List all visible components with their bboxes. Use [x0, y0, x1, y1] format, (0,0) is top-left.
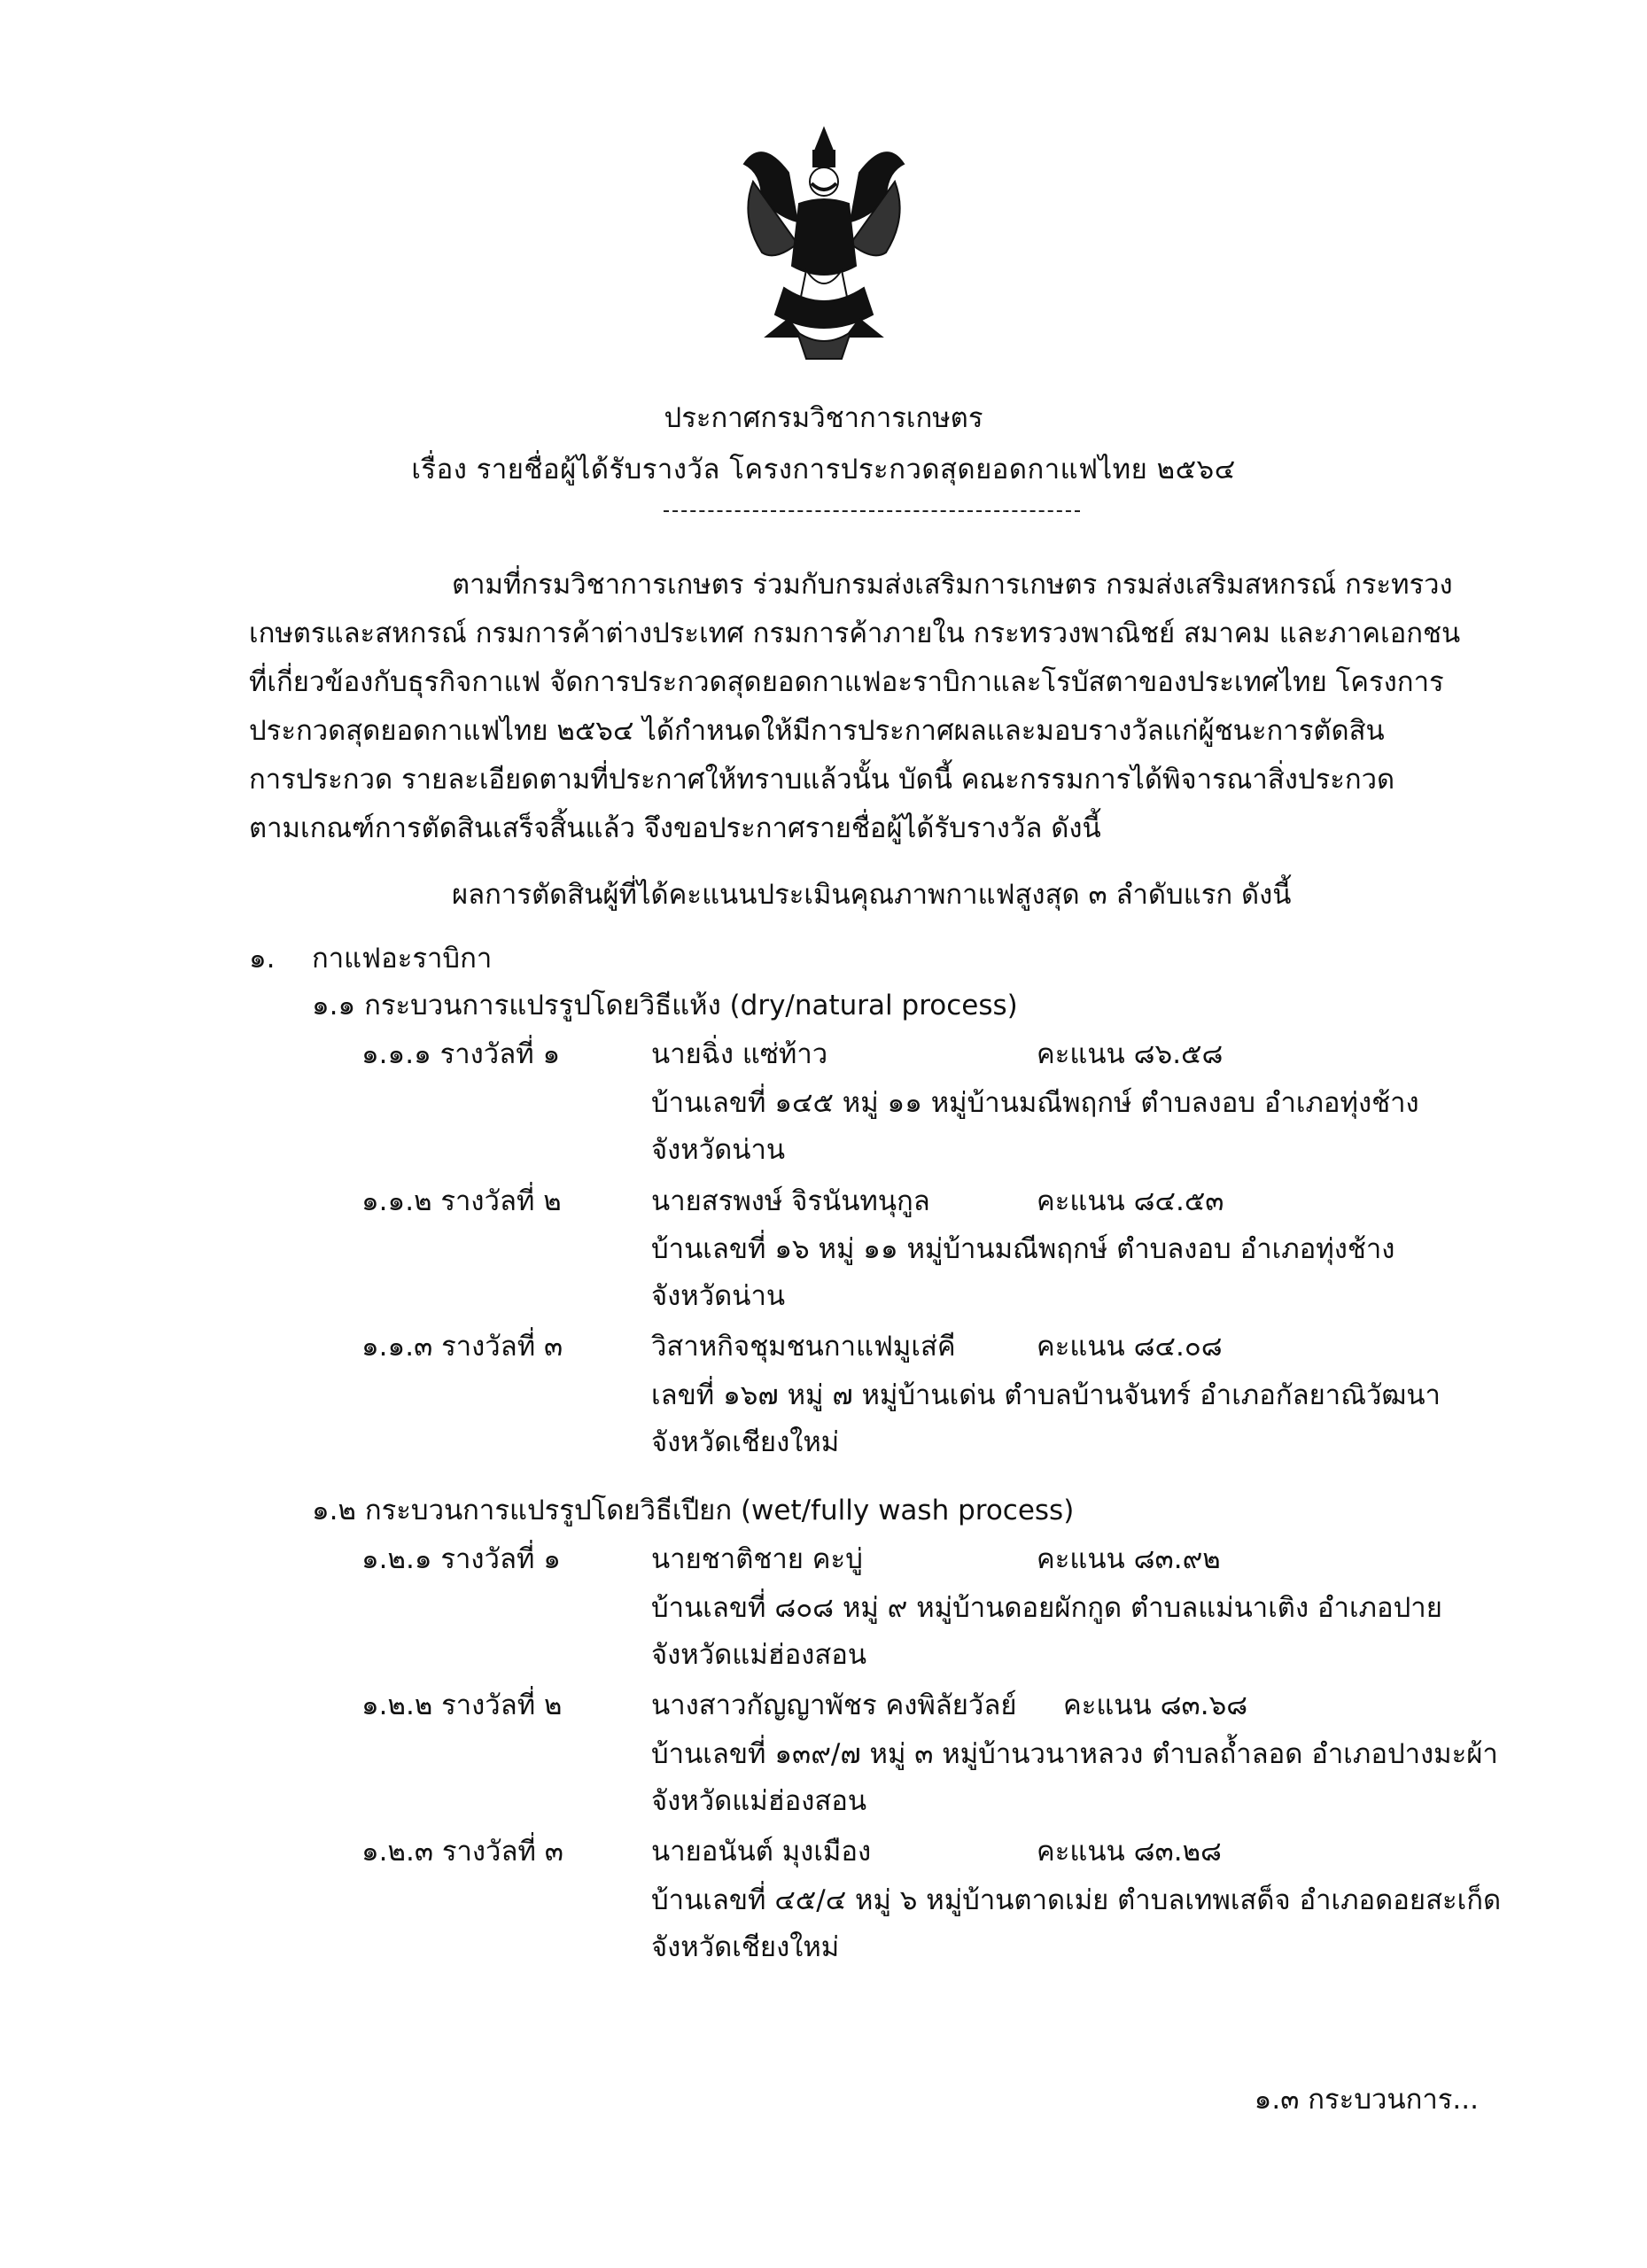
- award-rank: ๑.๒.๒ รางวัลที่ ๒: [361, 1689, 563, 1721]
- section-number: ๑.: [249, 943, 276, 975]
- intro-line-6: ตามเกณฑ์การตัดสินเสร็จสิ้นแล้ว จึงขอประกาศรายชื่อผู้ได้รับรางวัล ดังนี้: [249, 812, 1101, 844]
- award-rank: ๑.๒.๑ รางวัลที่ ๑: [361, 1543, 561, 1575]
- award-rank: ๑.๒.๓ รางวัลที่ ๓: [361, 1836, 563, 1868]
- award-province: จังหวัดแม่ฮ่องสอน: [651, 1639, 867, 1671]
- section-title: กาแฟอะราบิกา: [312, 943, 493, 975]
- award-name: นางสาวกัญญาพัชร คงพิลัยวัลย์: [651, 1689, 1017, 1721]
- award-score: คะแนน ๘๔.๐๘: [1037, 1331, 1223, 1363]
- award-score: คะแนน ๘๓.๒๘: [1037, 1836, 1222, 1868]
- separator-line: [664, 510, 1080, 512]
- announcement-subject: เรื่อง รายชื่อผู้ได้รับรางวัล โครงการประกวดสุดยอดกาแฟไทย ๒๕๖๔: [411, 454, 1236, 485]
- intro-line-1: ตามที่กรมวิชาการเกษตร ร่วมกับกรมส่งเสริมการเกษตร กรมส่งเสริมสหกรณ์ กระทรวง: [452, 569, 1453, 601]
- garuda-emblem-icon: [735, 120, 913, 368]
- intro-line-5: การประกวด รายละเอียดตามที่ประกาศให้ทราบแล้วนั้น บัดนี้ คณะกรรมการได้พิจารณาสิ่งประกวด: [249, 764, 1395, 796]
- award-name: นายอนันต์ มุงเมือง: [651, 1836, 872, 1868]
- award-address: เลขที่ ๑๖๗ หมู่ ๗ หมู่บ้านเด่น ตำบลบ้านจันทร์ อำเภอกัลยาณิวัฒนา: [651, 1379, 1441, 1411]
- award-address: บ้านเลขที่ ๔๕/๔ หมู่ ๖ หมู่บ้านตาดเม่ย ตำบลเทพเสด็จ อำเภอดอยสะเก็ด: [651, 1884, 1502, 1916]
- award-province: จังหวัดแม่ฮ่องสอน: [651, 1785, 867, 1817]
- subsection-wet: ๑.๒ กระบวนการแปรรูปโดยวิธีเปียก (wet/fully wash process): [312, 1495, 1075, 1526]
- award-province: จังหวัดน่าน: [651, 1134, 786, 1166]
- award-address: บ้านเลขที่ ๘๐๘ หมู่ ๙ หมู่บ้านดอยผักกูด ตำบลแม่นาเติง อำเภอปาย: [651, 1592, 1442, 1624]
- award-score: คะแนน ๘๖.๕๘: [1037, 1038, 1224, 1070]
- award-rank: ๑.๑.๒ รางวัลที่ ๒: [361, 1185, 562, 1217]
- award-score: คะแนน ๘๔.๕๓: [1037, 1185, 1224, 1217]
- announcement-org: ประกาศกรมวิชาการเกษตร: [664, 402, 983, 434]
- intro-line-4: ประกวดสุดยอดกาแฟไทย ๒๕๖๔ ได้กำหนดให้มีการประกาศผลและมอบรางวัลแก่ผู้ชนะการตัดสิน: [249, 715, 1385, 747]
- award-province: จังหวัดน่าน: [651, 1280, 786, 1312]
- award-province: จังหวัดเชียงใหม่: [651, 1426, 840, 1458]
- award-name: นายสรพงษ์ จิรนันทนุกูล: [651, 1185, 930, 1217]
- award-name: นายชาติชาย คะบู่: [651, 1543, 863, 1575]
- award-province: จังหวัดเชียงใหม่: [651, 1931, 840, 1963]
- award-score: คะแนน ๘๓.๖๘: [1063, 1689, 1248, 1721]
- subsection-dry: ๑.๑ กระบวนการแปรรูปโดยวิธีแห้ง (dry/natural process): [312, 990, 1018, 1021]
- award-address: บ้านเลขที่ ๑๓๙/๗ หมู่ ๓ หมู่บ้านวนาหลวง ตำบลถ้ำลอด อำเภอปางมะผ้า: [651, 1738, 1498, 1770]
- award-address: บ้านเลขที่ ๑๔๕ หมู่ ๑๑ หมู่บ้านมณีพฤกษ์ ตำบลงอบ อำเภอทุ่งช้าง: [651, 1087, 1419, 1119]
- continuation-marker: ๑.๓ กระบวนการ...: [1254, 2084, 1479, 2116]
- award-name: วิสาหกิจชุมชนกาแฟมูเส่คี: [651, 1331, 956, 1363]
- award-name: นายฉิ่ง แซ่ท้าว: [651, 1038, 828, 1070]
- award-score: คะแนน ๘๓.๙๒: [1037, 1543, 1221, 1575]
- award-rank: ๑.๑.๓ รางวัลที่ ๓: [361, 1331, 563, 1363]
- intro-line-3: ที่เกี่ยวข้องกับธุรกิจกาแฟ จัดการประกวดสุดยอดกาแฟอะราบิกาและโรบัสตาของประเทศไทย โครงการ: [249, 666, 1444, 698]
- award-address: บ้านเลขที่ ๑๖ หมู่ ๑๑ หมู่บ้านมณีพฤกษ์ ตำบลงอบ อำเภอทุ่งช้าง: [651, 1233, 1395, 1265]
- award-rank: ๑.๑.๑ รางวัลที่ ๑: [361, 1038, 561, 1070]
- results-heading: ผลการตัดสินผู้ที่ได้คะแนนประเมินคุณภาพกาแฟสูงสุด ๓ ลำดับแรก ดังนี้: [452, 879, 1292, 911]
- intro-line-2: เกษตรและสหกรณ์ กรมการค้าต่างประเทศ กรมการค้าภายใน กระทรวงพาณิชย์ สมาคม และภาคเอกชน: [249, 617, 1461, 649]
